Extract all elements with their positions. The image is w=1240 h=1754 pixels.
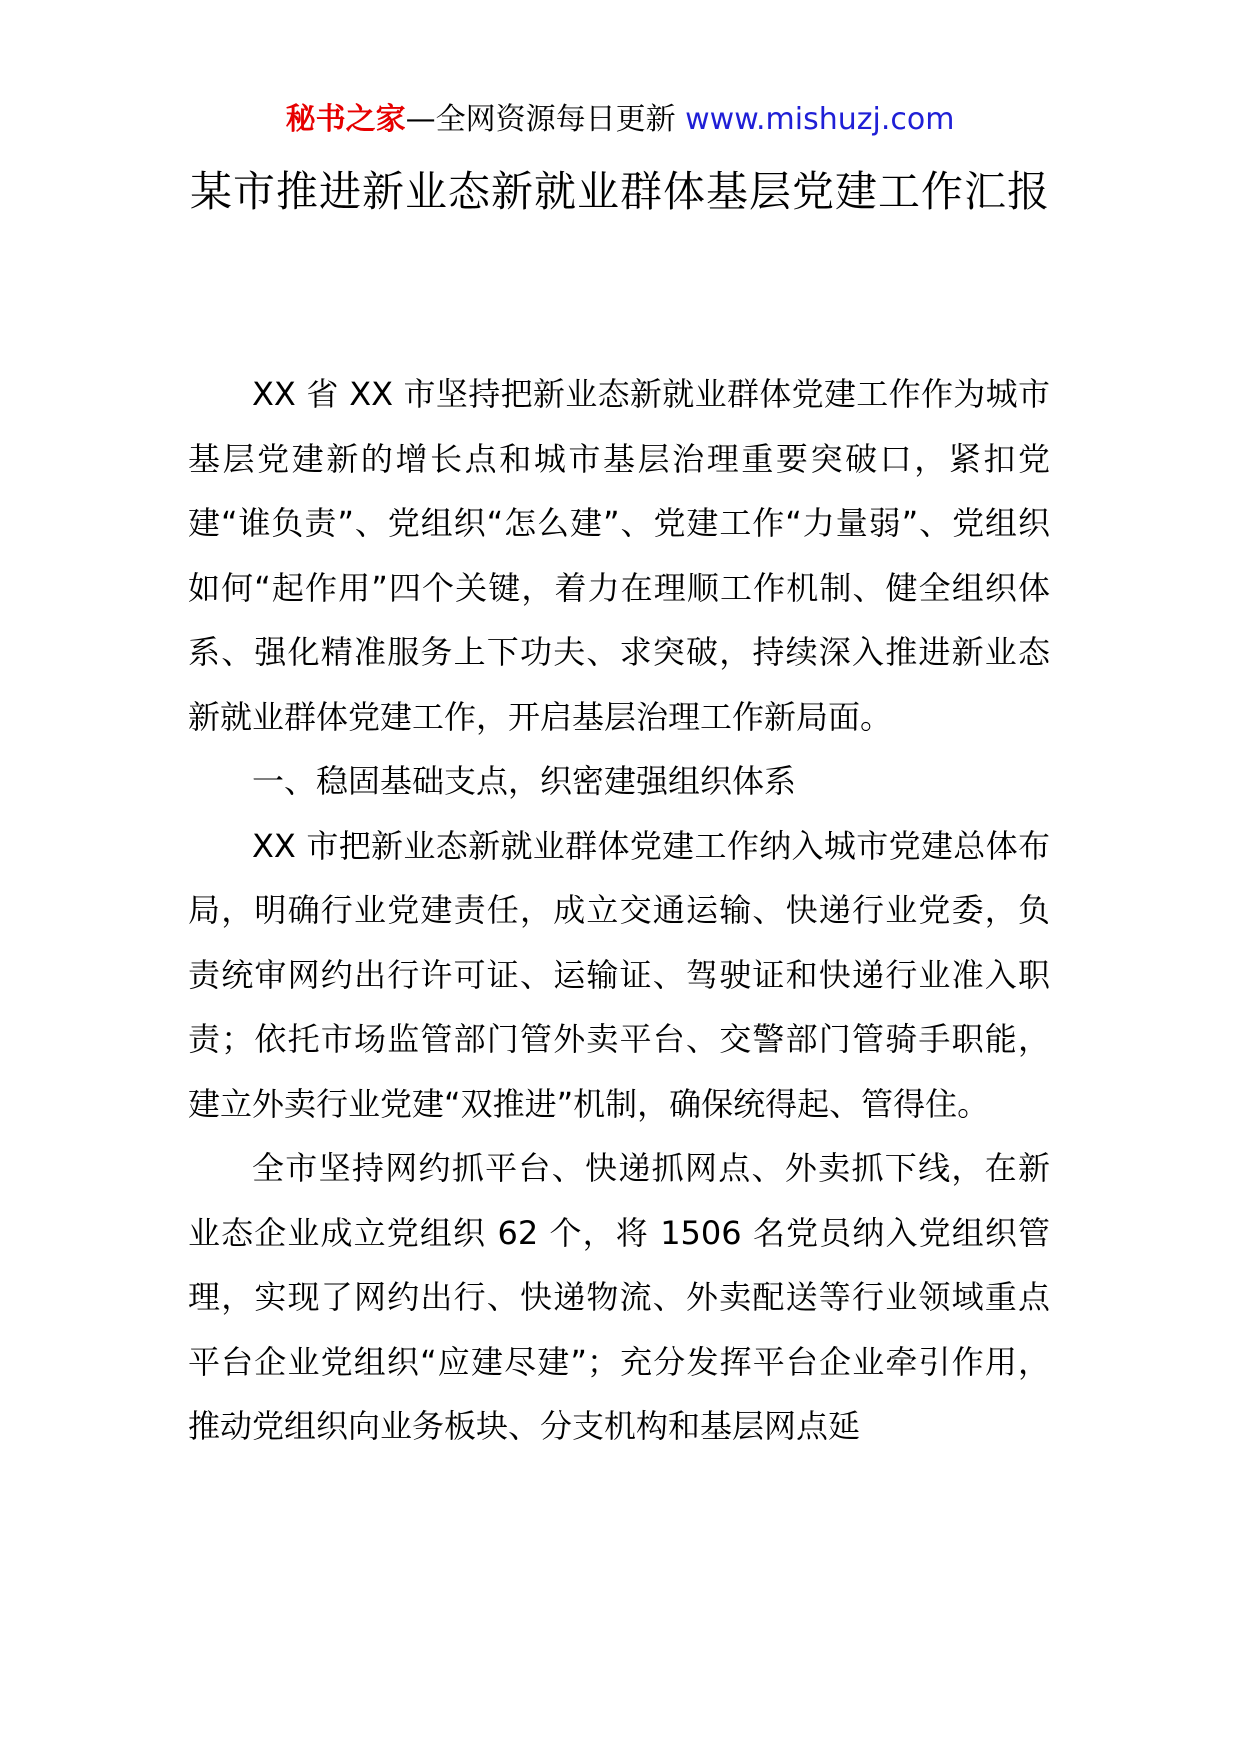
intro-paragraph: XX 省 XX 市坚持把新业态新就业群体党建工作作为城市基层党建新的增长点和城市基层治理重要突破口，紧扣党建“谁负责”、党组织“怎么建”、党建工作“力量弱”、党组织如何“起作用”四个关键，着力在理顺工作机制、健全组织体系、强化精准服务上下功夫、求突破，持续深入推进新业态新就业群体党建工作，开启基层治理工作新局面。	[188, 375, 1050, 736]
document-body	[188, 362, 1050, 1459]
body-paragraph: 全市坚持网约抓平台、快递抓网点、外卖抓下线，在新业态企业成立党组织 62 个，将 1506 名党员纳入党组织管理，实现了网约出行、快递物流、外卖配送等行业领域重点平台企业党组织“应建尽建”；充分发挥平台企业牵引作用，推动党组织向业务板块、分支机构和基层网点延	[188, 1149, 1050, 1445]
section-heading: 一、稳固基础支点，织密建强组织体系	[252, 762, 797, 800]
site-header	[0, 100, 1240, 140]
site-brand: 秘书之家	[285, 102, 406, 137]
body-paragraph: XX 市把新业态新就业群体党建工作纳入城市党建总体布局，明确行业党建责任，成立交通运输、快递行业党委，负责统审网约出行许可证、运输证、驾驶证和快递行业准入职责；依托市场监管部门管外卖平台、交警部门管骑手职能，建立外卖行业党建“双推进”机制，确保统得起、管得住。	[188, 826, 1050, 1123]
site-tagline: —全网资源每日更新	[405, 102, 686, 137]
document-title: 某市推进新业态新就业群体基层党建工作汇报	[190, 167, 1051, 216]
site-url-link[interactable]: www.mishuzj.com	[685, 102, 955, 137]
